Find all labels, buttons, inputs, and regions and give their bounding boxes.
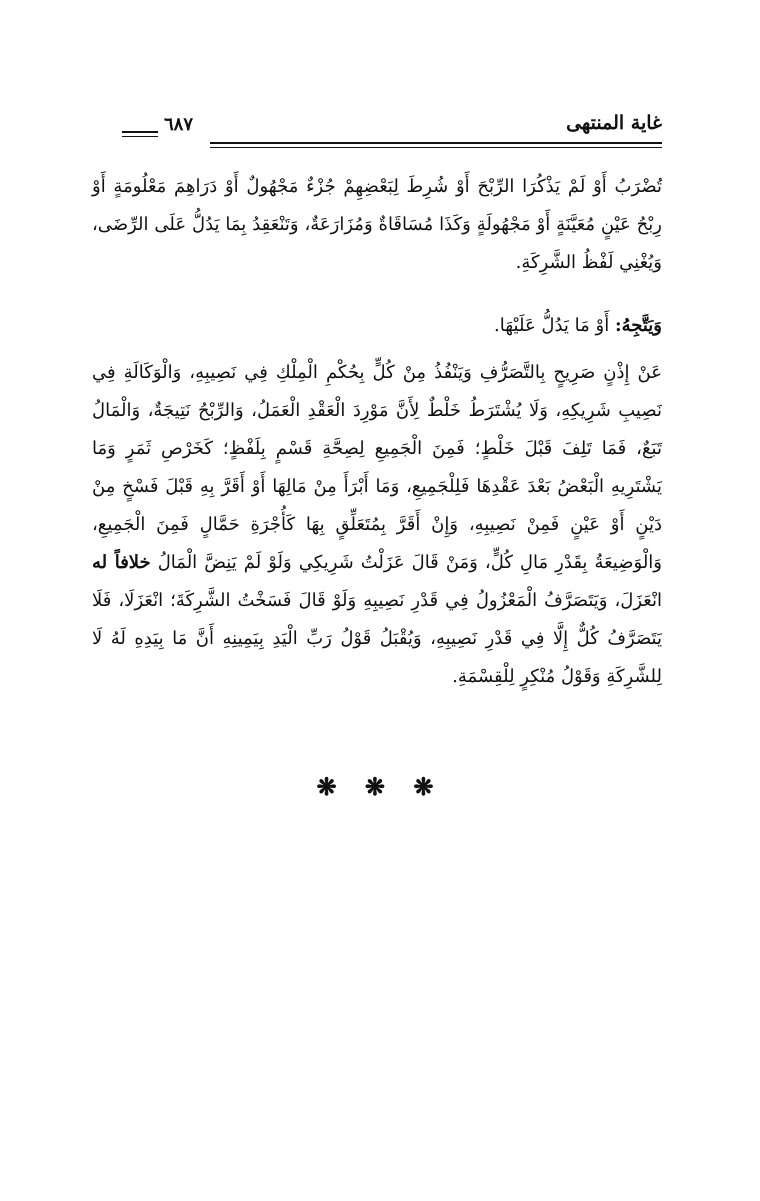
- paragraph-3-bold-phrase: خلافاً له: [92, 552, 151, 573]
- header-rule-left: [122, 131, 158, 137]
- header-rule-right: [210, 142, 662, 148]
- page-number: ٦٨٧: [164, 114, 194, 135]
- page-header: [122, 112, 662, 152]
- book-title: غاية المنتهى: [566, 112, 662, 134]
- paragraph-2-term: وَيَتَّجِهُ:: [614, 315, 662, 336]
- paragraph-3-text-before: عَنْ إِذْنٍ صَرِيحٍ بِالتَّصَرُّفِ وَيَنْفُذُ مِنْ كُلٍّ بِحُكْمِ الْمِلْكِ فِي نَصِيبِهِ، وَالْوَكَالَةِ فِي نَصِيبِ شَرِيكِهِ، وَلَا يُشْتَرَطُ خَلْطٌ لِأَنَّ مَوْرِدَ الْعَقْدِ الْعَمَلُ، وَالرِّبْحُ نَتِيجَةٌ، وَالْمَالُ تَبَعٌ، فَمَا تَلِفَ قَبْلَ خَلْطٍ؛ فَمِنَ الْجَمِيعِ لِصِحَّةِ قَسْمٍ بِلَفْظٍ؛ كَخَرْصِ ثَمَرٍ وَمَا يَشْتَرِيهِ الْبَعْضُ بَعْدَ عَقْدِهَا فَلِلْجَمِيعِ، وَمَا أَبْرَأَ مِنْ مَالِهَا أَوْ أَقَرَّ بِهِ قَبْلَ فَسْخٍ مِنْ دَيْنٍ أَوْ عَيْنٍ فَمِنْ نَصِيبِهِ، وَإِنْ أَقَرَّ بِمُتَعَلِّقٍ بِهَا كَأُجْرَةِ حَمَّالٍ فَمِنَ الْجَمِيعِ، وَالْوَضِيعَةُ بِقَدْرِ مَالِ كُلٍّ، وَمَنْ قَالَ عَزَلْتُ شَرِيكِي وَلَوْ لَمْ يَنِضَّ الْمَالُ: [92, 362, 662, 573]
- paragraph-3-text-after: انْعَزَلَ، وَيَتَصَرَّفُ الْمَعْزُولُ فِي قَدْرِ نَصِيبِهِ وَلَوْ قَالَ فَسَخْتُ الشَّرِكَةَ؛ انْعَزَلَا، فَلَا يَتَصَرَّفُ كُلٌّ إِلَّا فِي قَدْرِ نَصِيبِهِ، وَيُقْبَلُ قَوْلُ رَبِّ الْيَدِ بِيَمِينِهِ أَنَّ مَا بِيَدِهِ لَهُ لَا لِلشَّرِكَةِ وَقَوْلُ مُنْكِرٍ لِلْقِسْمَةِ.: [92, 590, 662, 687]
- paragraph-2: [92, 307, 662, 345]
- paragraph-2-text: أَوْ مَا يَدُلُّ عَلَيْهَا.: [494, 315, 610, 336]
- section-separator: ❋ ❋ ❋: [316, 772, 444, 801]
- paragraph-1: تُضْرَبُ أَوْ لَمْ يَذْكُرَا الرِّبْحَ أَوْ شُرِطَ لِبَعْضِهِمْ جُزْءٌ مَجْهُولٌ أَوْ دَرَاهِمَ مَعْلُومَةٍ أَوْ رِبْحُ عَيْنٍ مُعَيَّنَةٍ أَوْ مَجْهُولَةٍ وَكَذَا مُسَاقَاةٌ وَمُزَارَعَةٌ، وَتَنْعَقِدُ بِمَا يَدُلُّ عَلَى الرِّضَى، وَيُغْنِي لَفْظُ الشَّرِكَةِ.: [92, 176, 662, 273]
- paragraph-3: [92, 354, 662, 696]
